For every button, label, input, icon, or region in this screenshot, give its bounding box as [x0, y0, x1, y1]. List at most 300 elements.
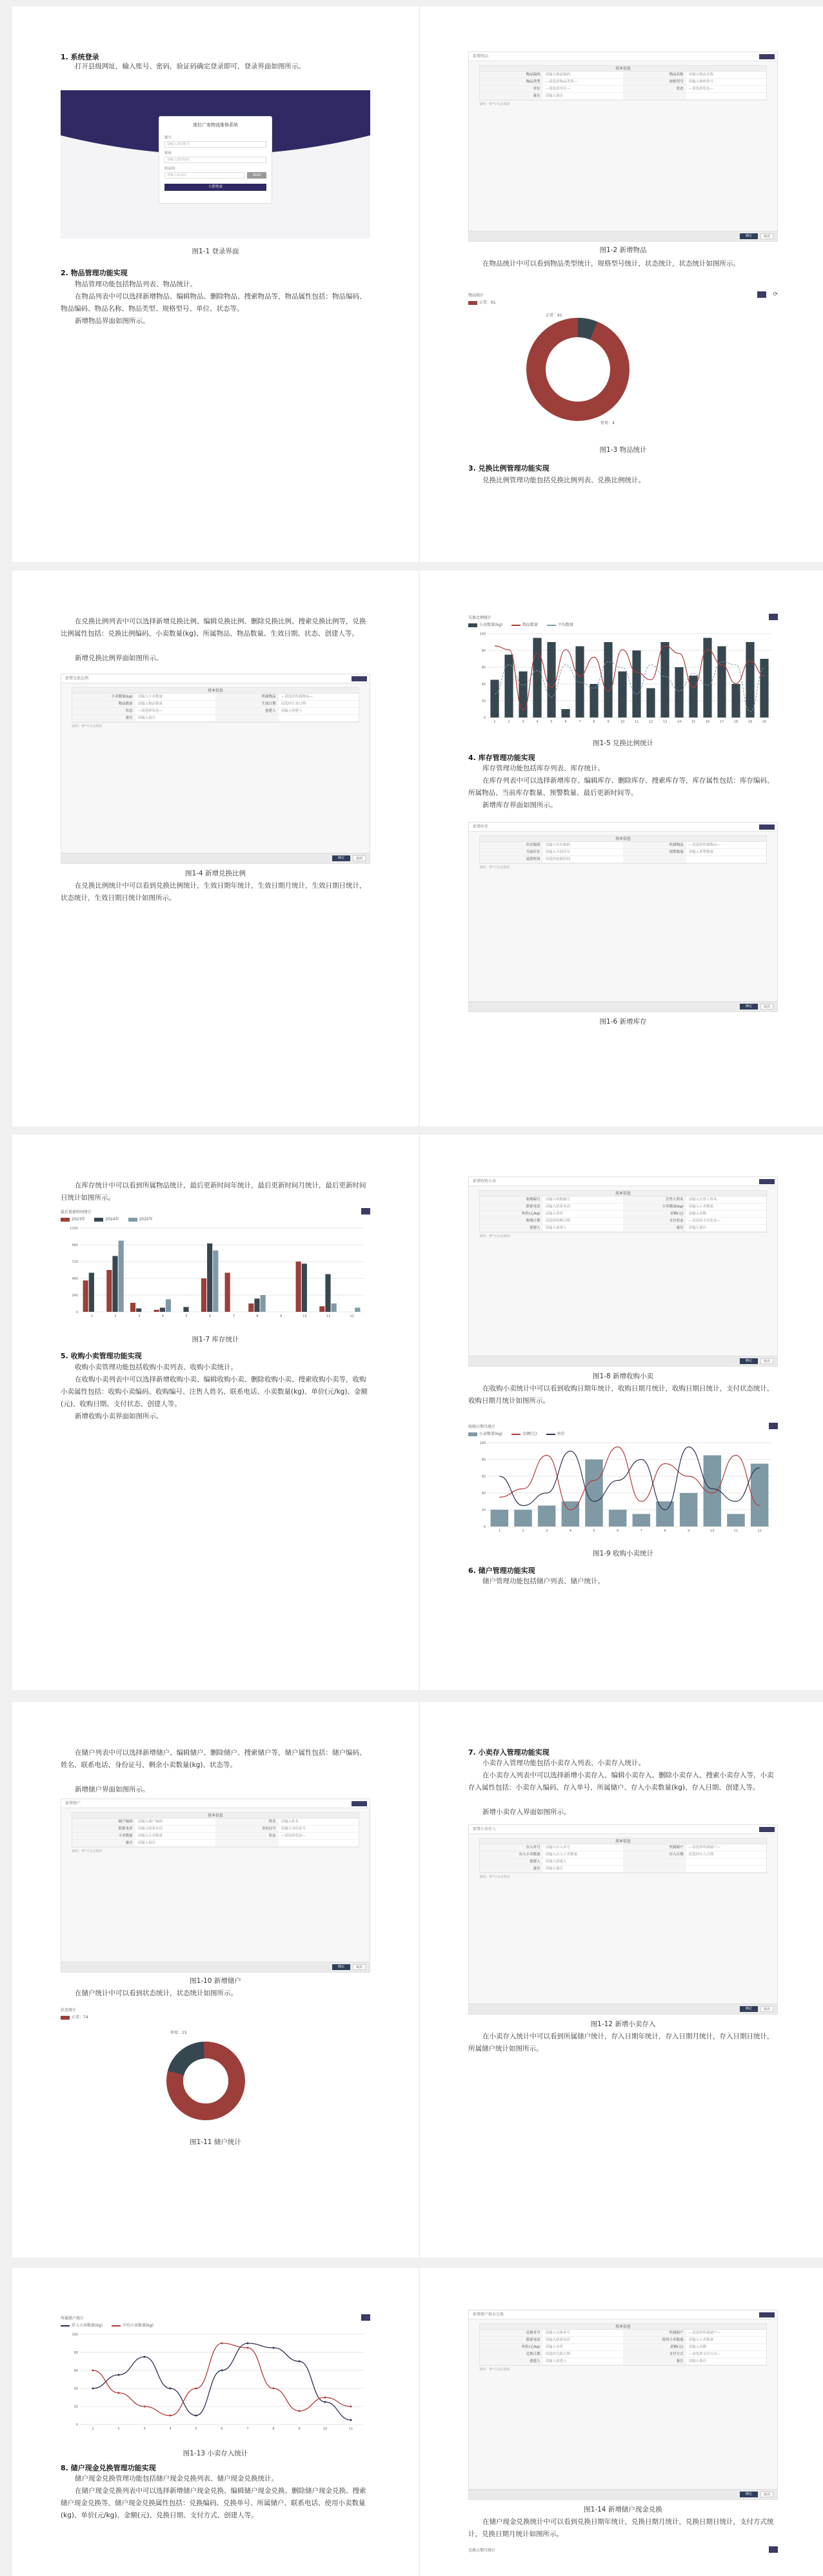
field-input[interactable]: 请输入储户编码: [137, 1820, 163, 1824]
data-point: [170, 2388, 172, 2390]
search-button[interactable]: [361, 1208, 370, 1215]
cancel-button[interactable]: 取消: [760, 2492, 773, 2497]
field-label: 小卖数量: [72, 1833, 135, 1839]
paragraph: 在小卖存入列表中可以选择新增小卖存入、编辑小卖存入、删除小卖存入、搜索小卖存入等，小卖存入属性包括：小卖存入编码、存入单号、所属储户、存入小卖数量(kg)、存入日期、创建人等。: [468, 1771, 774, 1791]
confirm-button[interactable]: 确定: [332, 855, 350, 861]
form-row: [480, 842, 766, 849]
field-input[interactable]: 请输入单价: [545, 1212, 564, 1216]
field-input[interactable]: —请选择支付方式—: [688, 2352, 721, 2356]
field-input[interactable]: 请输入备注: [545, 1867, 564, 1871]
field-label: 所属储户: [623, 1844, 686, 1851]
field-label: 库存编码: [480, 842, 543, 848]
form-row: [480, 1859, 766, 1866]
paragraph: 小卖存入管理功能包括小卖存入列表、小卖存入统计。: [482, 1759, 645, 1767]
paragraph: 在兑换比例统计中可以看到兑换比例统计，生效日期年统计，生效日期月统计，生效日期日统计，状态统计，生效日期日统计如图所示。: [61, 882, 366, 902]
field-label: 小卖数量(kg): [72, 694, 135, 700]
data-point: [299, 2410, 301, 2412]
form-grid: [479, 72, 767, 101]
new-depositor-form-screenshot: [61, 1799, 370, 1973]
captcha-image[interactable]: 3kAX: [247, 172, 266, 179]
chart-toolbar-label: 物品统计: [468, 293, 484, 298]
doc-page-9: [12, 2268, 419, 2576]
x-tick-label: 2: [114, 1314, 117, 1318]
search-button[interactable]: [361, 2314, 370, 2321]
field-input[interactable]: 请输入小卖数量: [137, 1834, 163, 1838]
field-input[interactable]: 请输入当前库存: [545, 850, 571, 854]
x-tick-label: 7: [246, 2427, 249, 2431]
form-row: [480, 1844, 766, 1851]
x-tick-label: 10: [620, 720, 625, 724]
figure-caption: 图1-2 新增物品: [599, 246, 647, 254]
field-input[interactable]: 请输入小卖数量: [137, 695, 163, 699]
doc-page-3: [12, 571, 419, 1126]
x-tick-label: 4: [161, 1314, 164, 1318]
x-tick-label: 4: [536, 720, 539, 724]
field-input[interactable]: 请选择兑换日期: [545, 2352, 571, 2356]
x-tick-label: 8: [256, 1314, 259, 1318]
paragraph: 兑换比例管理功能包括兑换比例列表、兑换比例统计。: [482, 476, 645, 484]
field-input[interactable]: [686, 1859, 766, 1865]
field-input[interactable]: —请选择所属物品—: [688, 843, 721, 847]
form-grid: [479, 842, 767, 864]
field-label: [215, 1840, 279, 1846]
y-tick-label: 40: [74, 2387, 78, 2391]
login-title: 庞拉广客物流维修系统: [193, 122, 238, 128]
bar: [514, 1510, 532, 1527]
x-tick-label: 4: [169, 2427, 172, 2431]
field-input[interactable]: 请输入存入单号: [545, 1846, 571, 1849]
field-input[interactable]: 请输入联系电话: [137, 1827, 163, 1831]
field-label: 物品类型: [480, 79, 543, 85]
pie-svg: [61, 2020, 370, 2129]
y-tick-label: 720: [72, 1260, 78, 1264]
field-label: 注售人姓名: [623, 1196, 686, 1203]
field-label: 物品名称: [623, 72, 686, 78]
figure-caption: 图1-13 小卖存入统计: [183, 2450, 248, 2457]
password-input[interactable]: 请输入您的密码: [164, 157, 266, 163]
field-input[interactable]: —请选择状态—: [281, 1834, 306, 1838]
paragraph: 在储户现金兑换统计中可以看到兑换日期年统计，兑换日期月统计，兑换日期日统计，支付方式统计，兑换日期月统计如图所示。: [468, 2518, 774, 2538]
bar: [319, 1306, 324, 1312]
field-input[interactable]: [686, 1866, 766, 1872]
form-row: [72, 1819, 359, 1826]
close-icon[interactable]: [352, 676, 367, 681]
bar: [254, 1298, 259, 1312]
figure-caption: 图1-4 新增兑换比例: [185, 870, 246, 877]
paragraph: 新增兑换比例界面如图所示。: [75, 654, 163, 662]
field-input[interactable]: 请输入身份证号: [281, 1827, 306, 1831]
data-point: [170, 2415, 172, 2417]
field-label: 备注: [623, 1225, 686, 1231]
field-label: 单价(元/kg): [480, 2344, 543, 2350]
bar: [296, 1262, 301, 1312]
paragraph: 在收购小卖列表中可以选择新增收购小卖、编辑收购小卖、删除收购小卖、搜索收购小卖等，收购小卖属性包括：收购小卖编码、收购编号、注售人姓名、联系电话、小卖数量(kg)、单价(元/kg)、金额(元)、收购日期、支付状态、创建人等。: [61, 1376, 368, 1408]
field-input[interactable]: 请输入单价: [545, 2345, 564, 2349]
bar: [160, 1308, 165, 1312]
search-button[interactable]: [769, 2546, 778, 2553]
form-row: [480, 1196, 766, 1204]
field-input[interactable]: [686, 856, 766, 863]
field-input[interactable]: 请输入备注: [688, 1226, 707, 1230]
code-label: 验证码: [164, 167, 175, 171]
x-tick-label: 2: [522, 1529, 524, 1533]
close-icon[interactable]: [759, 1827, 775, 1832]
x-tick-label: 9: [607, 720, 610, 724]
figure-caption: 图1-3 物品统计: [599, 446, 647, 454]
field-input[interactable]: 请输入规格型号: [688, 80, 714, 84]
user-label: 账号: [164, 136, 172, 140]
field-label: 物品数量: [72, 701, 135, 707]
field-label: 备注: [480, 1866, 543, 1872]
cancel-button[interactable]: 取消: [353, 855, 366, 861]
x-tick-label: 7: [640, 1529, 642, 1533]
field-input[interactable]: 请选择存入日期: [688, 1853, 714, 1857]
paragraph: 储户现金兑换管理功能包括储户现金兑换列表、储户现金兑换统计。: [75, 2475, 278, 2483]
bar: [325, 1274, 330, 1312]
form-header: 基本信息: [72, 687, 359, 694]
form-window-title: 新增库存: [473, 825, 489, 829]
field-label: 使用小卖数量: [623, 2337, 686, 2343]
form-row: [480, 86, 766, 93]
field-label: 兑换单号: [480, 2330, 543, 2336]
field-input[interactable]: 请选择收购日期: [545, 1219, 571, 1223]
chart-toolbar-label: 最后更新时间统计: [61, 1209, 92, 1215]
form-window-title: 新增物品: [473, 54, 489, 59]
x-tick-label: 4: [569, 1529, 571, 1533]
close-icon[interactable]: [759, 1179, 775, 1184]
field-label: 收购日期: [480, 1218, 543, 1224]
field-input[interactable]: 请输入联系电话: [545, 1205, 571, 1209]
form-note: 说明：带*号为必填项: [479, 2368, 510, 2372]
bar: [89, 1273, 94, 1312]
bar: [130, 1303, 135, 1312]
field-label: 物品编码: [480, 72, 543, 78]
figure-caption: 图1-12 新增小卖存入: [590, 2020, 656, 2028]
field-input[interactable]: 请输入预警数量: [688, 850, 714, 854]
field-label: 姓名: [215, 1819, 279, 1825]
form-row: [480, 2344, 766, 2351]
data-point: [195, 2388, 197, 2390]
form-row: [72, 708, 359, 715]
field-input[interactable]: 请输入金额: [688, 2345, 707, 2349]
bar: [201, 1278, 206, 1312]
field-input[interactable]: [686, 93, 766, 99]
form-note: 说明：带*号为必填项: [72, 1849, 103, 1853]
line-chart: [61, 2328, 370, 2441]
doc-page-6: [420, 1135, 823, 1690]
new-exchange-form-screenshot: [468, 2310, 778, 2500]
search-button[interactable]: [769, 1423, 778, 1429]
paragraph: 在库存统计中可以看到所属物品统计，最后更新时间年统计，最后更新时间月统计，最后更新时间日统计如图所示。: [61, 1182, 366, 1202]
confirm-button[interactable]: 确定: [740, 2006, 758, 2012]
x-tick-label: 5: [593, 1529, 595, 1533]
deposit-stats-chart: [61, 2313, 370, 2442]
y-tick-label: 60: [481, 666, 486, 670]
data-point: [273, 2388, 275, 2390]
pie-svg: [468, 305, 778, 431]
field-input[interactable]: [279, 715, 359, 721]
y-tick-label: 20: [74, 2405, 78, 2409]
bar: [213, 1251, 218, 1312]
data-point: [273, 2347, 275, 2349]
field-input[interactable]: 请选择生效日期: [281, 702, 306, 706]
y-tick-label: 100: [72, 2333, 78, 2337]
field-input[interactable]: 请输入姓名: [281, 1820, 299, 1824]
captcha-input[interactable]: 请输入验证码: [164, 172, 244, 179]
field-label: 金额(元): [623, 2344, 686, 2350]
field-label: 收购编号: [480, 1196, 543, 1203]
x-tick-label: 9: [688, 1529, 690, 1533]
paragraph: 在储户统计中可以看到状态统计，状态统计如图所示。: [75, 1989, 237, 1997]
doc-page-1: [12, 6, 419, 562]
form-window-title: 新增储户现金兑换: [473, 2312, 504, 2317]
data-point: [221, 2370, 223, 2372]
y-tick-label: 40: [481, 683, 486, 687]
chart-toolbar-label: 兑换日期月统计: [468, 2548, 496, 2553]
form-header: 基本信息: [479, 835, 767, 842]
y-tick-label: 60: [74, 2369, 78, 2373]
cancel-button[interactable]: 取消: [353, 1964, 366, 1970]
form-window-title: 新增兑换比例: [65, 676, 89, 681]
bar: [490, 680, 499, 718]
field-input[interactable]: 请输入存入小卖数量: [545, 1853, 578, 1857]
section-title: 3. 兑换比例管理功能实现: [468, 464, 550, 473]
field-input[interactable]: 请输入兑换单号: [545, 2331, 571, 2335]
pie-label: 停用：15: [170, 2031, 187, 2035]
section-title: 8. 储户现金兑换管理功能实现: [61, 2464, 156, 2472]
field-input[interactable]: —请选择状态—: [137, 709, 163, 713]
section-title: 2. 物品管理功能实现: [61, 269, 128, 277]
form-row: [72, 1833, 359, 1840]
paragraph: 物品管理功能包括物品列表、物品统计。: [75, 280, 197, 288]
field-label: 创建人: [215, 708, 279, 714]
bar: [83, 1280, 88, 1312]
field-input[interactable]: —请选择所属储户—: [688, 1846, 721, 1849]
field-input[interactable]: 请输入库存编码: [545, 843, 571, 847]
confirm-button[interactable]: 确定: [332, 1964, 350, 1970]
field-label: 备注: [480, 93, 543, 99]
field-input[interactable]: 请输入备注: [137, 716, 156, 720]
x-tick-label: 17: [719, 720, 724, 724]
field-label: 当前库存: [480, 849, 543, 855]
form-row: [72, 1840, 359, 1847]
confirm-button[interactable]: 确定: [740, 2492, 758, 2497]
doc-page-8: [420, 1702, 823, 2258]
field-input[interactable]: 请输入联系电话: [545, 2338, 571, 2342]
form-header: 基本信息: [479, 2323, 767, 2330]
x-tick-label: 7: [232, 1314, 235, 1318]
bar: [656, 1501, 674, 1527]
data-point: [247, 2343, 249, 2345]
new-ratio-form-screenshot: [61, 674, 370, 864]
new-purchase-form-screenshot: [468, 1176, 778, 1367]
paragraph: 在收购小卖统计中可以看到收购日期年统计，收购日期月统计，收购日期日统计，支付状态统计，收购日期月统计如图所示。: [468, 1385, 774, 1405]
paragraph: 在小卖存入统计中可以看到所属储户统计，存入日期年统计，存入日期月统计，存入日期日统计，所属储户统计如图所示。: [468, 2033, 774, 2053]
legend-label: 2024年: [105, 1217, 119, 1222]
field-input[interactable]: 请输入金额: [688, 1212, 707, 1216]
x-tick-label: 1: [92, 2427, 94, 2431]
search-button[interactable]: [769, 614, 778, 620]
field-label: [623, 93, 686, 99]
item-stats-chart: [468, 290, 778, 435]
doc-page-10: [420, 2268, 823, 2576]
form-header: 基本信息: [479, 1838, 767, 1844]
field-label: 生效日期: [215, 701, 279, 707]
form-row: [480, 849, 766, 856]
field-input[interactable]: 请选择更新时间: [545, 857, 571, 861]
field-input[interactable]: —请选择支付状态—: [688, 1219, 721, 1223]
form-grid: [479, 1196, 767, 1233]
section-title: 7. 小卖存入管理功能实现: [468, 1748, 550, 1757]
figure-caption: 图1-6 新增库存: [599, 1018, 647, 1026]
search-button[interactable]: [757, 291, 766, 298]
close-icon[interactable]: [759, 825, 775, 830]
field-input[interactable]: 请输入备注: [688, 2359, 707, 2363]
ratio-stats-chart: [468, 612, 778, 735]
bar: [633, 1514, 651, 1527]
field-label: 身份证号: [215, 1826, 279, 1832]
field-label: 小卖数量(kg): [623, 1204, 686, 1210]
data-point: [118, 2392, 120, 2394]
username-input[interactable]: 请输入您的账号: [164, 141, 266, 148]
bar: [106, 1270, 112, 1312]
field-label: 状态: [72, 708, 135, 714]
field-input[interactable]: —请选择物品类型—: [545, 80, 578, 84]
field-input[interactable]: 请输入小卖数量: [688, 1205, 714, 1209]
cancel-button[interactable]: 取消: [760, 2006, 773, 2012]
field-input[interactable]: 请输入物品编码: [545, 73, 571, 77]
x-tick-label: 20: [762, 720, 767, 724]
x-tick-label: 8: [272, 2427, 275, 2431]
form-note: 说明：带*号为必填项: [479, 102, 510, 106]
data-point: [144, 2406, 146, 2408]
x-tick-label: 5: [550, 720, 553, 724]
field-input[interactable]: —请选择所属物品—: [281, 695, 313, 699]
field-input[interactable]: 请输入收购编号: [545, 1198, 571, 1202]
form-row: [480, 2330, 766, 2337]
close-icon[interactable]: [759, 54, 775, 59]
field-input[interactable]: —请选择所属储户—: [688, 2331, 721, 2335]
bar: [575, 647, 584, 718]
login-screenshot: [61, 90, 370, 239]
field-input[interactable]: 请输入物品名称: [688, 73, 714, 77]
series-line: [93, 2343, 351, 2415]
x-tick-label: 8: [664, 1529, 666, 1533]
bar: [609, 1510, 627, 1527]
confirm-button[interactable]: 确定: [740, 233, 758, 239]
bar: [261, 1295, 266, 1312]
y-tick-label: 80: [481, 1458, 486, 1462]
chart-toolbar-label: 兑换比例统计: [468, 615, 492, 620]
data-point: [350, 2406, 352, 2408]
new-stock-form-screenshot: [468, 822, 778, 1012]
y-tick-label: 0: [75, 1311, 78, 1314]
field-input[interactable]: 请输入创建人: [545, 1226, 567, 1230]
field-label: 所属物品: [215, 694, 279, 700]
form-header: 基本信息: [479, 1190, 767, 1196]
figure-caption: 图1-14 新增储户现金兑换: [584, 2506, 662, 2513]
cancel-button[interactable]: 取消: [760, 233, 773, 239]
legend-label: 平均数量: [557, 623, 573, 627]
chart-toolbar-label: 状态统计: [61, 2007, 77, 2013]
pie-label-disabled: 停用：4: [600, 421, 615, 425]
field-input[interactable]: 请输入备注: [137, 1841, 156, 1845]
field-label: 创建人: [480, 2358, 543, 2365]
bar: [302, 1264, 307, 1312]
field-input[interactable]: 请输入小卖数量: [688, 2338, 714, 2342]
form-row: [480, 79, 766, 86]
bar: [585, 1459, 603, 1527]
field-input[interactable]: 请输入创建人: [545, 1860, 567, 1864]
doc-page-7: [12, 1702, 419, 2258]
field-label: 状态: [215, 1833, 279, 1839]
form-topbar: [469, 52, 777, 61]
paragraph: 在储户现金兑换列表中可以选择新增储户现金兑换、编辑储户现金兑换、删除储户现金兑换、搜索储户现金兑换等，储户现金兑换属性包括：兑换编码、兑换单号、所属储户、联系电话、使用小卖数量(kg)、单价(元/kg)、金额(元)、兑换日期、支付方式、创建人等。: [61, 2487, 366, 2519]
field-label: 存入小卖数量: [480, 1851, 543, 1858]
x-tick-label: 12: [648, 720, 653, 724]
form-row: [72, 701, 359, 708]
x-tick-label: 3: [522, 720, 524, 724]
bar: [751, 1464, 769, 1527]
field-input[interactable]: 请输入创建人: [545, 2359, 567, 2363]
form-grid: [479, 2330, 767, 2366]
field-input[interactable]: —请选择状态—: [688, 87, 714, 91]
bar: [590, 684, 598, 717]
field-input[interactable]: [279, 1840, 359, 1846]
login-button[interactable]: 立即登录: [164, 184, 266, 191]
field-input[interactable]: —请选择单位—: [545, 87, 571, 91]
field-input[interactable]: 请输入创建人: [281, 709, 302, 713]
figure-caption: 图1-8 新增收购小卖: [593, 1372, 653, 1380]
x-tick-label: 10: [710, 1529, 715, 1533]
x-tick-label: 6: [564, 720, 567, 724]
bar-line-chart: [468, 627, 778, 734]
confirm-button[interactable]: 确定: [740, 1004, 758, 1010]
field-input[interactable]: 请输入备注: [545, 94, 564, 98]
refresh-icon[interactable]: ⟳: [773, 291, 778, 298]
x-tick-label: 12: [350, 1314, 354, 1318]
cancel-button[interactable]: 取消: [760, 1358, 773, 1364]
field-input[interactable]: 请输入注售人姓名: [688, 1198, 717, 1202]
y-tick-label: 100: [479, 632, 486, 636]
y-tick-label: 60: [481, 1475, 486, 1479]
bar: [731, 684, 740, 717]
data-point: [92, 2388, 94, 2390]
confirm-button[interactable]: 确定: [740, 1358, 758, 1364]
form-row: [480, 1225, 766, 1232]
new-deposit-form-screenshot: [468, 1824, 778, 2015]
doc-page-5: [12, 1135, 419, 1690]
close-icon[interactable]: [352, 1801, 367, 1806]
x-tick-label: 1: [498, 1529, 501, 1533]
paragraph: 在库存列表中可以选择新增库存、编辑库存、删除库存、搜索库存等，库存属性包括：库存编码、所属物品、当前库存数量、预警数量、最后更新时间等。: [468, 777, 774, 797]
x-tick-label: 9: [280, 1314, 283, 1318]
field-input[interactable]: 请输入物品数量: [137, 702, 163, 706]
field-label: 联系电话: [480, 1204, 543, 1210]
field-label: 备注: [72, 715, 135, 721]
data-point: [299, 2361, 301, 2363]
chart-toolbar-label: 所属储户统计: [61, 2316, 84, 2321]
section-title: 4. 库存管理功能实现: [468, 754, 535, 762]
x-tick-label: 10: [302, 1314, 307, 1318]
x-tick-label: 8: [593, 720, 595, 724]
field-label: 联系电话: [72, 1826, 135, 1832]
cancel-button[interactable]: 取消: [760, 1004, 773, 1010]
y-tick-label: 0: [483, 716, 486, 720]
form-header: 基本信息: [479, 65, 767, 72]
close-icon[interactable]: [759, 2312, 775, 2317]
legend-label: 金额(元): [522, 1432, 537, 1436]
